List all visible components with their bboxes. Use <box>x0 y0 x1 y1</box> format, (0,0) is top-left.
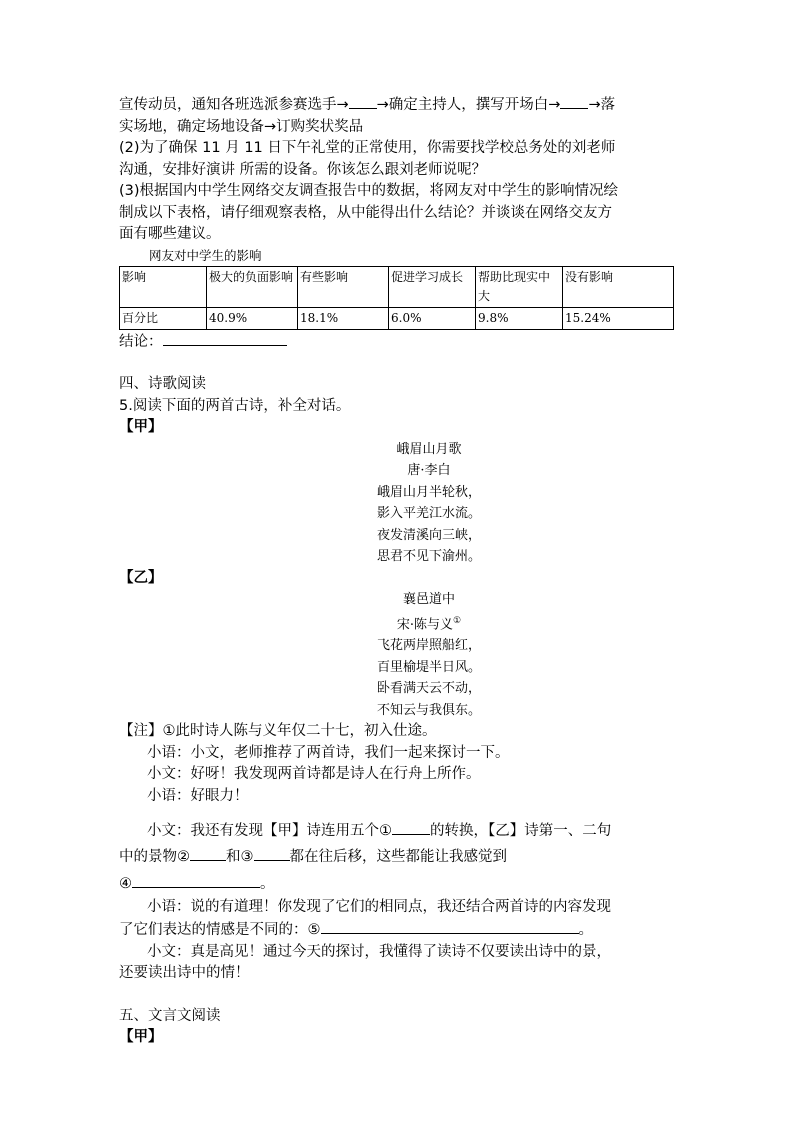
question-2: (2)为了确保 11 月 11 日下午礼堂的正常使用，你需要找学校总务处的刘老师 <box>119 140 616 156</box>
conclusion-blank[interactable] <box>163 330 287 346</box>
table-cell: 6.0% <box>389 307 476 329</box>
section-title: 五、文言文阅读 <box>119 1007 221 1024</box>
dialogue-line: 小语：好眼力！ <box>147 787 249 804</box>
text-line: 实场地，确定场地设备→订购奖状奖品 <box>119 118 364 135</box>
table-caption: 网友对中学生的影响 <box>149 247 262 263</box>
answer-blank-1[interactable] <box>392 819 430 835</box>
table-cell: 18.1% <box>298 307 389 329</box>
answer-blank[interactable] <box>349 93 377 109</box>
section-title: 四、诗歌阅读 <box>119 376 206 392</box>
answer-blank-5[interactable] <box>321 918 579 934</box>
poem-line: 卧看满天云不动， <box>376 681 481 697</box>
answer-blank-2[interactable] <box>190 845 226 861</box>
poem-yi <box>119 589 679 721</box>
document-page <box>119 93 679 1049</box>
table-header-row <box>120 266 674 307</box>
dialogue-line: 了它们表达的情感是不同的：⑤ 。 <box>119 918 679 942</box>
table-cell: 促进学习成长 <box>389 266 476 307</box>
poem-line: 百里榆堤半日风。 <box>376 659 481 675</box>
poem-jia <box>119 439 679 568</box>
poem-author-row <box>179 611 679 636</box>
table-cell: 帮助比现实中大 <box>476 266 563 307</box>
poem-line: 峨眉山月半轮秋， <box>376 484 481 500</box>
question-3-cont: 面有哪些建议。 <box>119 226 221 242</box>
table-cell: 没有影响 <box>563 266 674 307</box>
answer-blank-3[interactable] <box>254 845 290 861</box>
poem-line: 思君不见下渝州。 <box>376 549 481 564</box>
influence-table <box>119 266 674 330</box>
dialogue-line: ④ 。 <box>119 871 679 897</box>
question-2-cont: 沟通，安排好演讲 所需的设备。你该怎么跟刘老师说呢？ <box>119 161 487 178</box>
table-cell: 极大的负面影响 <box>207 266 298 307</box>
table-cell: 有些影响 <box>298 266 389 307</box>
poem-line: 飞花两岸照船红， <box>376 638 481 654</box>
poem-title: 襄邑道中 <box>402 592 455 607</box>
dialogue-line: 小文：真是高见！通过今天的探讨，我懂得了读诗不仅要读出诗中的景， <box>147 943 611 960</box>
table-cell: 影响 <box>120 266 207 307</box>
poem-line: 不知云与我俱东。 <box>376 702 481 718</box>
poem-line: 夜发清溪向三峡， <box>376 527 481 543</box>
poem-title: 峨眉山月歌 <box>396 441 462 457</box>
conclusion-line: 结论： <box>119 330 679 354</box>
note-mark: ① <box>453 615 462 626</box>
poem-label-jia: 【甲】 <box>119 419 163 435</box>
text-label-jia: 【甲】 <box>119 1029 163 1046</box>
table-cell: 15.24% <box>563 307 674 329</box>
dialogue-line: 小语：小文，老师推荐了两首诗，我们一起来探讨一下。 <box>147 744 510 761</box>
question-3: (3)根据国内中学生网络交友调查报告中的数据，将网友对中学生的影响情况绘 <box>119 183 619 199</box>
dialogue-line: 还要读出诗中的情！ <box>119 965 250 982</box>
dialogue-line: 小文：好呀！我发现两首诗都是诗人在行舟上所作。 <box>147 766 481 783</box>
poem-line: 影入平羌江水流。 <box>376 506 481 521</box>
dialogue-line: 小文：我还有发现【甲】诗连用五个① 的转换，【乙】诗第一、二句 <box>119 819 679 843</box>
table-row <box>120 307 674 329</box>
poem-author: 宋·陈与义 <box>396 616 454 632</box>
question-3-cont: 制成以下表格，请仔细观察表格，从中能得出什么结论？并谈谈在网络交友方 <box>119 204 612 221</box>
table-cell: 9.8% <box>476 307 563 329</box>
dialogue-line: 小语：说的有道理！你发现了它们的相同点，我还结合两首诗的内容发现 <box>147 898 611 915</box>
answer-blank-4[interactable] <box>132 872 260 888</box>
poem-label-yi: 【乙】 <box>119 569 163 586</box>
table-cell: 百分比 <box>120 307 207 329</box>
text-line: 宣传动员，通知各班选派参赛选手→ →确定主持人，撰写开场白→ →落 <box>119 93 679 117</box>
answer-blank[interactable] <box>560 93 588 109</box>
poem-author: 唐·李白 <box>407 463 451 478</box>
poem-note: 【注】①此时诗人陈与义年仅二十七，初入仕途。 <box>119 723 437 740</box>
dialogue-line: 中的景物② 和③ 都在往后移，这些都能让我感觉到 <box>119 843 679 871</box>
question-5: 5.阅读下面的两首古诗，补全对话。 <box>119 397 351 414</box>
table-cell: 40.9% <box>207 307 298 329</box>
